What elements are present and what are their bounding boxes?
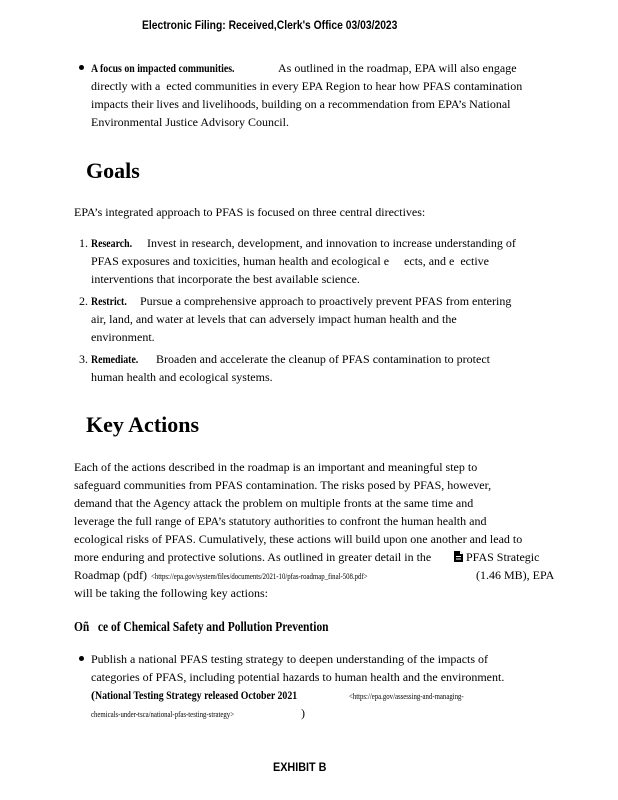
roadmap-url[interactable]: <https://epa.gov/system/files/documents/2021-10/pfas-roadmap_final-508.pdf> <box>151 572 368 581</box>
intro-bullet-text-1: As outlined in the roadmap, EPA will also engage <box>278 61 517 75</box>
office-bullet-line-1: Publish a national PFAS testing strategy to deepen understanding of the impacts of <box>91 652 489 666</box>
goal-lead-3: Remediate. <box>91 352 139 366</box>
intro-bullet-text-3: impacts their lives and livelihoods, building on a recommendation from EPA’s National <box>91 97 511 111</box>
document-icon <box>454 551 463 562</box>
key-actions-line-6: more enduring and protective solutions. As outlined in greater detail in the <box>74 550 432 564</box>
key-actions-paragraph-end: will be taking the following key actions: <box>74 586 268 600</box>
goals-intro: EPA’s integrated approach to PFAS is focused on three central directives: <box>74 205 426 219</box>
goal-text-2-3: environment. <box>91 330 155 344</box>
goal-text-1-3: interventions that incorporate the best available science. <box>91 272 360 286</box>
key-actions-line-3: demand that the Agency attack the problem on multiple fronts at the same time and <box>74 496 474 510</box>
goal-text-2-2: air, land, and water at levels that can adversely impact human health and the <box>91 312 457 326</box>
goal-number-1: 1. <box>79 236 88 250</box>
goal-number-3: 3. <box>79 352 88 366</box>
roadmap-link-text[interactable]: PFAS Strategic <box>466 550 540 564</box>
goal-text-2-1: Pursue a comprehensive approach to proactively prevent PFAS from entering <box>140 294 512 308</box>
intro-bullet-text-2: directly with a ected communities in every EPA Region to hear how PFAS contamination <box>91 79 523 93</box>
filing-header: Electronic Filing: Received,Clerk's Office 03/03/2023 <box>142 18 398 32</box>
testing-strategy-link[interactable]: National Testing Strategy released October 2021 <box>95 688 298 702</box>
testing-strategy-url-2[interactable]: chemicals-under-tsca/national-pfas-testing-strategy> <box>91 710 235 719</box>
office-bullet-line-2: categories of PFAS, including potential hazards to human health and the environment. <box>91 670 505 684</box>
note-close-paren: ) <box>301 706 305 720</box>
goal-number-2: 2. <box>79 294 88 308</box>
goals-heading: Goals <box>86 158 140 183</box>
intro-bullet-line-1 <box>91 59 266 77</box>
goal-text-3-2: human health and ecological systems. <box>91 370 273 384</box>
key-actions-heading: Key Actions <box>86 412 200 437</box>
intro-bullet-lead: A focus on impacted communities. <box>91 61 235 75</box>
bullet-marker <box>79 656 84 661</box>
testing-strategy-url-1[interactable]: <https://epa.gov/assessing-and-managing- <box>349 692 464 701</box>
roadmap-link[interactable] <box>454 548 539 566</box>
key-actions-line-5: ecological risks of PFAS. Cumulatively, these actions will build upon one another and lead to <box>74 532 523 546</box>
goal-text-1-1: Invest in research, development, and innovation to increase understanding of <box>147 236 516 250</box>
goal-lead-1: Research. <box>91 236 133 250</box>
intro-bullet-text-4: Environmental Justice Advisory Council. <box>91 115 289 129</box>
key-actions-line-2: safeguard communities from PFAS contamination. The risks posed by PFAS, however, <box>74 478 492 492</box>
key-actions-line-4: leverage the full range of EPA’s statutory authorities to confront the human health and <box>74 514 487 528</box>
bullet-marker <box>79 65 84 70</box>
goal-text-1-2: PFAS exposures and toxicities, human health and ecological e ects, and e ective <box>91 254 489 268</box>
office-heading: Oñ ce of Chemical Safety and Pollution Prevention <box>74 620 329 635</box>
roadmap-size: (1.46 MB), EPA <box>476 568 555 582</box>
goal-text-3-1: Broaden and accelerate the cleanup of PFAS contamination to protect <box>156 352 490 366</box>
roadmap-link-line-2[interactable]: Roadmap (pdf) <box>74 568 147 582</box>
exhibit-label: EXHIBIT B <box>273 760 327 774</box>
key-actions-line-1: Each of the actions described in the roadmap is an important and meaningful step to <box>74 460 478 474</box>
goal-lead-2: Restrict. <box>91 294 127 308</box>
testing-strategy-note: (National Testing Strategy released October 2021 <box>91 688 298 702</box>
